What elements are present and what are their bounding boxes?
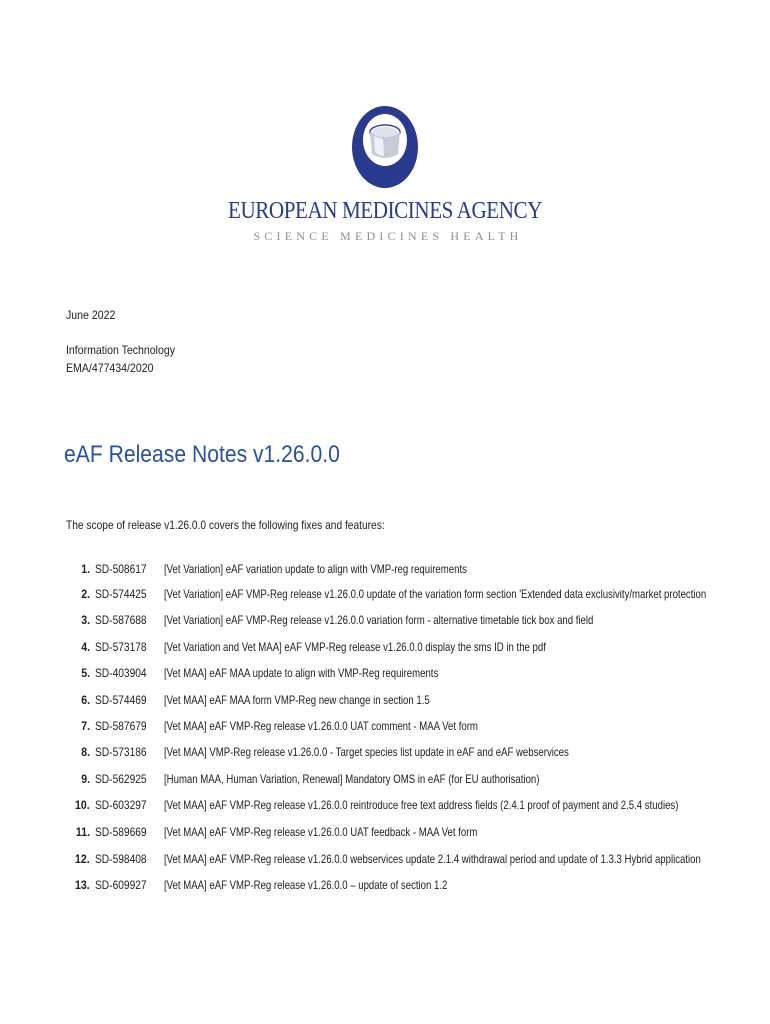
item-id: SD-587679 — [95, 719, 147, 733]
item-number: 7. — [81, 719, 90, 733]
item-description: [Human MAA, Human Variation, Renewal] Mandatory OMS in eAF (for EU authorisation) — [164, 772, 540, 786]
ema-logo-icon — [350, 104, 420, 190]
item-number: 3. — [81, 613, 90, 627]
item-number: 1. — [81, 562, 90, 576]
page-title: eAF Release Notes v1.26.0.0 — [64, 441, 340, 468]
list-item — [0, 852, 770, 870]
item-id: SD-573186 — [95, 745, 147, 759]
item-number: 5. — [81, 666, 90, 680]
item-number: 9. — [81, 772, 90, 786]
list-item — [0, 666, 770, 684]
item-number: 8. — [81, 745, 90, 759]
item-id: SD-603297 — [95, 798, 147, 812]
item-description: [Vet MAA] eAF VMP-Reg release v1.26.0.0 – update of section 1.2 — [164, 878, 448, 892]
item-id: SD-609927 — [95, 878, 147, 892]
item-description: [Vet MAA] eAF MAA form VMP-Reg new change in section 1.5 — [164, 693, 430, 707]
item-description: [Vet Variation] eAF variation update to align with VMP-reg requirements — [164, 562, 467, 576]
item-description: [Vet Variation and Vet MAA] eAF VMP-Reg release v1.26.0.0 display the sms ID in the pdf — [164, 640, 546, 654]
item-id: SD-587688 — [95, 613, 147, 627]
item-description: [Vet Variation] eAF VMP-Reg release v1.26.0.0 variation form - alternative timetable tick box and field — [164, 613, 594, 627]
list-item — [0, 640, 770, 658]
item-id: SD-562925 — [95, 772, 147, 786]
list-item — [0, 693, 770, 711]
list-item — [0, 587, 770, 605]
item-number: 13. — [75, 878, 90, 892]
item-description: [Vet Variation] eAF VMP-Reg release v1.26.0.0 update of the variation form section 'Extended data exclusivity/market protection — [164, 587, 707, 601]
item-description: [Vet MAA] eAF MAA update to align with VMP-Reg requirements — [164, 666, 439, 680]
item-id: SD-403904 — [95, 666, 147, 680]
list-item — [0, 562, 770, 580]
item-description: [Vet MAA] eAF VMP-Reg release v1.26.0.0 UAT comment - MAA Vet form — [164, 719, 478, 733]
ema-logo — [0, 104, 770, 190]
intro-text: The scope of release v1.26.0.0 covers the following fixes and features: — [66, 518, 385, 532]
item-id: SD-589669 — [95, 825, 147, 839]
item-number: 2. — [81, 587, 90, 601]
item-number: 12. — [75, 852, 90, 866]
item-description: [Vet MAA] eAF VMP-Reg release v1.26.0.0 UAT feedback - MAA Vet form — [164, 825, 478, 839]
department: Information Technology — [66, 343, 175, 357]
list-item — [0, 745, 770, 763]
list-item — [0, 772, 770, 790]
item-description: [Vet MAA] eAF VMP-Reg release v1.26.0.0 webservices update 2.1.4 withdrawal period and update of 1.3.3 Hybrid application — [164, 852, 701, 866]
document-reference: EMA/477434/2020 — [66, 361, 154, 375]
item-number: 4. — [81, 640, 90, 654]
item-id: SD-598408 — [95, 852, 147, 866]
list-item — [0, 798, 770, 816]
item-number: 10. — [75, 798, 90, 812]
item-number: 6. — [81, 693, 90, 707]
document-date: June 2022 — [66, 308, 116, 322]
item-id: SD-574469 — [95, 693, 147, 707]
item-id: SD-574425 — [95, 587, 147, 601]
item-id: SD-508617 — [95, 562, 147, 576]
list-item — [0, 613, 770, 631]
agency-name: EUROPEAN MEDICINES AGENCY — [227, 198, 543, 224]
agency-tagline: SCIENCE MEDICINES HEALTH — [253, 229, 523, 243]
item-description: [Vet MAA] eAF VMP-Reg release v1.26.0.0 reintroduce free text address fields (2.4.1 proof of payment and 2.5.4 studies) — [164, 798, 679, 812]
item-id: SD-573178 — [95, 640, 147, 654]
list-item — [0, 878, 770, 896]
item-number: 11. — [75, 825, 90, 839]
item-description: [Vet MAA] VMP-Reg release v1.26.0.0 - Target species list update in eAF and eAF webservices — [164, 745, 569, 759]
list-item — [0, 825, 770, 843]
list-item — [0, 719, 770, 737]
